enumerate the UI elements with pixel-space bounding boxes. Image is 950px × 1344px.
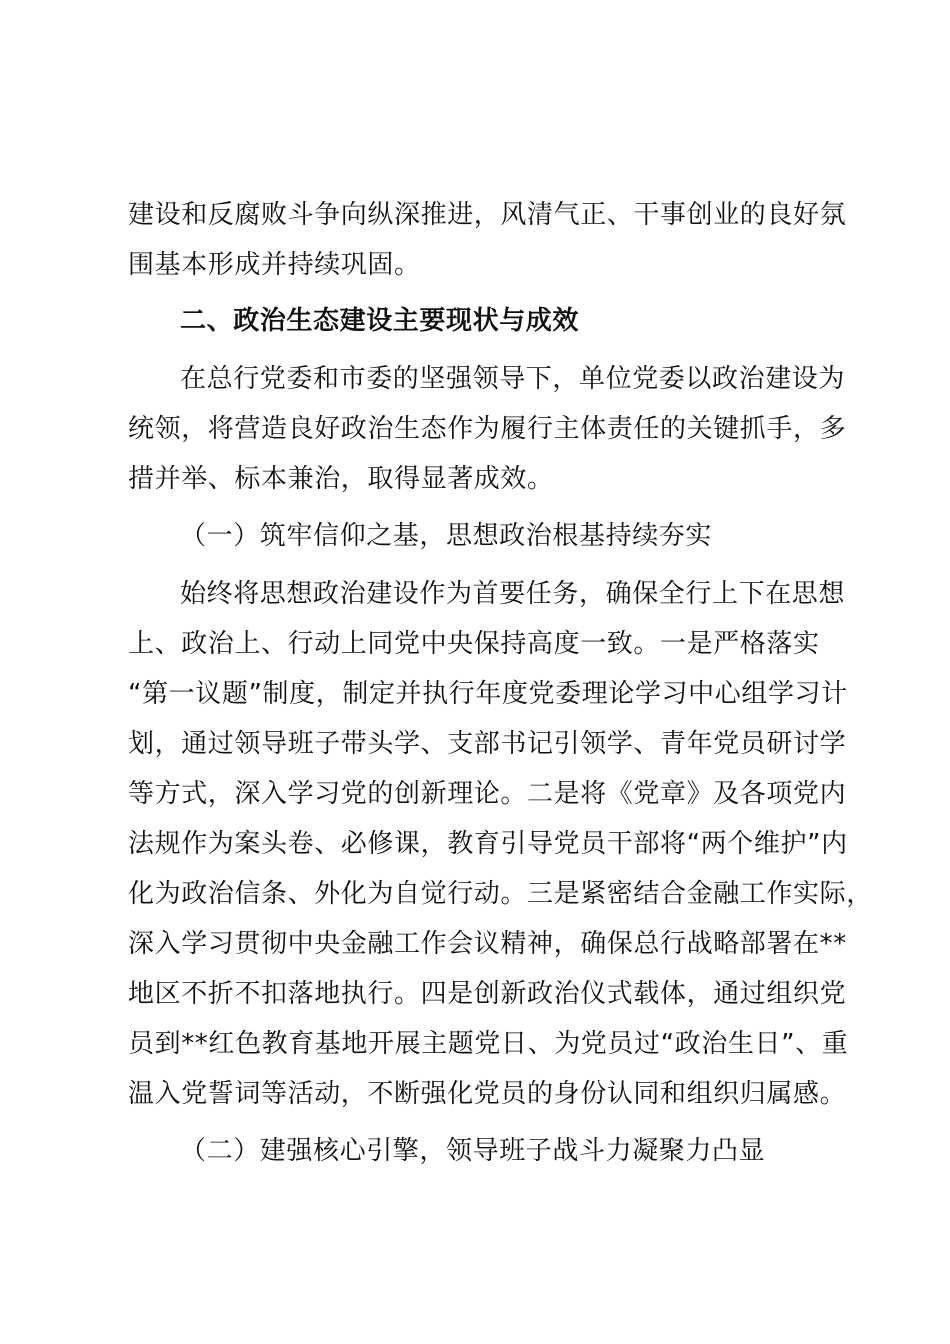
- subsection-heading: （二）建强核心引擎，领导班子战斗力凝聚力凸显: [180, 1136, 766, 1166]
- paragraph-line: 围基本形成并持续巩固。: [128, 250, 421, 280]
- paragraph-line: 始终将思想政治建设作为首要任务，确保全行上下在思想: [180, 579, 846, 609]
- paragraph-line: 法规作为案头卷、必修课，教育引导党员干部将“两个维护”内: [128, 829, 848, 859]
- paragraph-line: 深入学习贯彻中央金融工作会议精神，确保总行战略部署在**: [128, 929, 847, 959]
- paragraph-line: 建设和反腐败斗争向纵深推进，风清气正、干事创业的良好氛: [128, 200, 847, 230]
- paragraph-line: 划，通过领导班子带头学、支部书记引领学、青年党员研讨学: [128, 729, 847, 759]
- paragraph-line: 等方式，深入学习党的创新理论。二是将《党章》及各项党内: [128, 779, 847, 809]
- paragraph-line: 上、政治上、行动上同党中央保持高度一致。一是严格落实: [128, 629, 820, 659]
- paragraph-line: 地区不折不扣落地执行。四是创新政治仪式载体，通过组织党: [128, 979, 847, 1009]
- section-heading: 二、政治生态建设主要现状与成效: [180, 306, 580, 336]
- paragraph-line: 在总行党委和市委的坚强领导下，单位党委以政治建设为: [180, 364, 846, 394]
- paragraph-line: 化为政治信条、外化为自觉行动。三是紧密结合金融工作实际，: [128, 879, 873, 909]
- paragraph-line: 统领，将营造良好政治生态作为履行主体责任的关键抓手，多: [128, 414, 847, 444]
- paragraph-line: 温入党誓词等活动，不断强化党员的身份认同和组织归属感。: [128, 1079, 847, 1109]
- subsection-heading: （一）筑牢信仰之基，思想政治根基持续夯实: [180, 521, 713, 551]
- paragraph-line: 员到**红色教育基地开展主题党日、为党员过“政治生日”、重: [128, 1029, 849, 1059]
- paragraph-line: 措并举、标本兼治，取得显著成效。: [128, 464, 554, 494]
- paragraph-line: “第一议题”制度，制定并执行年度党委理论学习中心组学习计: [128, 679, 848, 709]
